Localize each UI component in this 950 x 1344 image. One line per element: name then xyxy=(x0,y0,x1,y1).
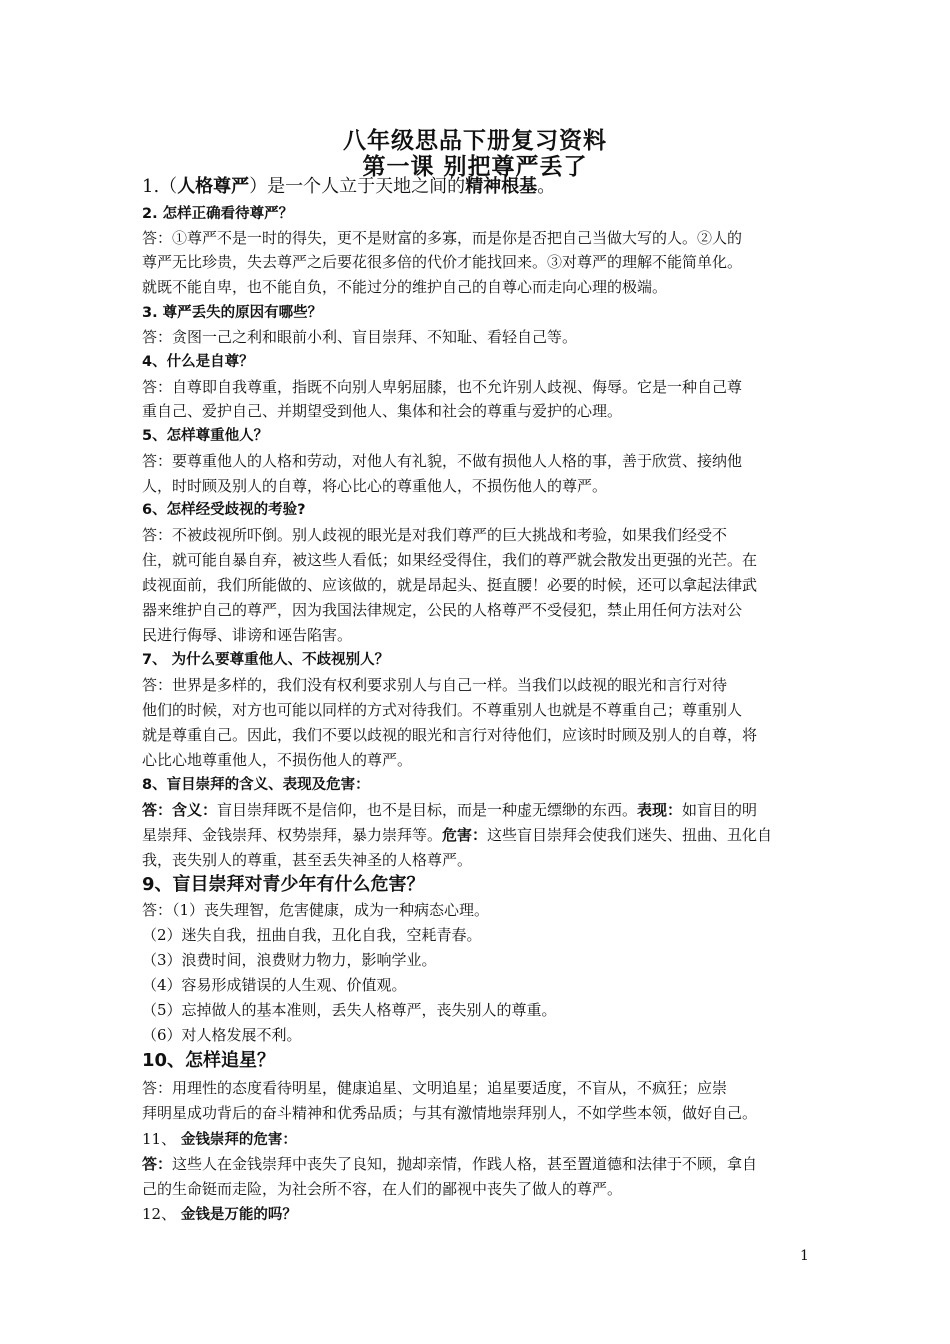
document-title: 八年级思品下册复习资料 xyxy=(343,127,607,154)
answer-9-line: （3）浪费时间，浪费财力物力，影响学业。 xyxy=(142,951,437,969)
answer-10-line: 答：用理性的态度看待明星，健康追星、文明追星；追星要适度，不盲从，不疯狂；应崇 xyxy=(142,1079,728,1097)
answer-5-line: 人，时时顾及别人的自尊，将心比心的尊重他人，不损伤他人的尊严。 xyxy=(142,477,608,495)
question-8: 8、盲目崇拜的含义、表现及危害： xyxy=(142,777,370,793)
question-12: 12、 金钱是万能的吗？ xyxy=(142,1205,297,1223)
answer-8-manifest-label: 表现： xyxy=(637,801,683,819)
answer-9-line: （5）忘掉做人的基本准则，丢失人格尊严，丧失别人的尊重。 xyxy=(142,1001,557,1019)
answer-6-line: 民进行侮辱、诽谤和诬告陷害。 xyxy=(142,626,353,644)
answer-8-harm-label: 危害： xyxy=(442,826,488,844)
question-10: 10、怎样追星？ xyxy=(142,1050,276,1071)
item-1: 1.（人格尊严）是一个人立于天地之间的精神根基。 xyxy=(142,176,556,197)
question-9: 9、盲目崇拜对青少年有什么危害？ xyxy=(142,874,425,895)
question-4: 4、什么是自尊？ xyxy=(142,354,254,370)
answer-6-line: 答：不被歧视所吓倒。别人歧视的眼光是对我们尊严的巨大挑战和考验，如果我们经受不 xyxy=(142,526,728,544)
answer-9-line: 答：（1）丧失理智，危害健康，成为一种病态心理。 xyxy=(142,901,490,919)
answer-8-line: 星崇拜、金钱崇拜、权势崇拜，暴力崇拜等。危害：这些盲目崇拜会使我们迷失、扭曲、丑化自 xyxy=(142,826,773,844)
term-dignity: 人格尊严 xyxy=(177,176,250,197)
question-7: 7、 为什么要尊重他人、不歧视别人？ xyxy=(142,652,390,668)
answer-9-line: （2）迷失自我，扭曲自我，丑化自我，空耗青春。 xyxy=(142,926,482,944)
answer-2-line: 就既不能自卑，也不能自负，不能过分的维护自己的自尊心而走向心理的极端。 xyxy=(142,278,668,296)
page-number: 1 xyxy=(800,1248,809,1264)
answer-8-meaning-label: 答：含义： xyxy=(142,801,218,819)
answer-4-line: 答：自尊即自我尊重，指既不向别人卑躬屈膝，也不允许别人歧视、侮辱。它是一种自己尊 xyxy=(142,378,743,396)
answer-8-line: 我，丧失别人的尊重，甚至丢失神圣的人格尊严。 xyxy=(142,851,473,869)
question-11: 11、 金钱崇拜的危害： xyxy=(142,1130,297,1148)
answer-7-line: 就是尊重自己。因此，我们不要以歧视的眼光和言行对待他们，应该时时顾及别人的自尊，将 xyxy=(142,726,758,744)
answer-6-line: 器来维护自己的尊严，因为我国法律规定，公民的人格尊严不受侵犯，禁止用任何方法对公 xyxy=(142,601,743,619)
answer-11-line: 己的生命铤而走险，为社会所不容，在人们的鄙视中丧失了做人的尊严。 xyxy=(142,1180,623,1198)
answer-11-line: 答：这些人在金钱崇拜中丧失了良知，抛却亲情，作践人格，甚至置道德和法律于不顾，拿自 xyxy=(142,1155,758,1173)
question-3: 3. 尊严丢失的原因有哪些？ xyxy=(142,305,323,321)
answer-4-line: 重自己、爱护自己、并期望受到他人、集体和社会的尊重与爱护的心理。 xyxy=(142,402,623,420)
answer-3-line: 答：贪图一己之利和眼前小利、盲目崇拜、不知耻、看轻自己等。 xyxy=(142,328,578,346)
lesson-title: 第一课 别把尊严丢了 xyxy=(362,153,588,180)
answer-6-line: 住，就可能自暴自弃，被这些人看低；如果经受得住，我们的尊严就会散发出更强的光芒。在 xyxy=(142,551,758,569)
answer-2-line: 答：①尊严不是一时的得失，更不是财富的多寡，而是你是否把自己当做大写的人。②人的 xyxy=(142,229,743,247)
answer-11-label: 答： xyxy=(142,1155,173,1173)
answer-5-line: 答：要尊重他人的人格和劳动，对他人有礼貌，不做有损他人人格的事，善于欣赏、接纳他 xyxy=(142,452,743,470)
answer-7-line: 答：世界是多样的，我们没有权利要求别人与自己一样。当我们以歧视的眼光和言行对待 xyxy=(142,676,728,694)
answer-9-line: （4）容易形成错误的人生观、价值观。 xyxy=(142,976,407,994)
keyword-spirit: 精神根基 xyxy=(465,176,538,197)
answer-2-line: 尊严无比珍贵，失去尊严之后要花很多倍的代价才能找回来。③对尊严的理解不能简单化。 xyxy=(142,253,743,271)
answer-7-line: 心比心地尊重他人，不损伤他人的尊严。 xyxy=(142,751,413,769)
answer-8-line: 答：含义：盲目崇拜既不是信仰，也不是目标，而是一种虚无缥缈的东西。表现：如盲目的明 xyxy=(142,801,758,819)
question-5: 5、怎样尊重他人？ xyxy=(142,428,269,444)
answer-6-line: 歧视面前，我们所能做的、应该做的，就是昂起头、挺直腰！必要的时候，还可以拿起法律武 xyxy=(142,576,758,594)
answer-7-line: 他们的时候，对方也可能以同样的方式对待我们。不尊重别人也就是不尊重自己；尊重别人 xyxy=(142,701,743,719)
answer-10-line: 拜明星成功背后的奋斗精神和优秀品质；与其有激情地崇拜别人，不如学些本领，做好自己。 xyxy=(142,1104,758,1122)
question-2: 2. 怎样正确看待尊严？ xyxy=(142,206,294,222)
answer-9-line: （6）对人格发展不利。 xyxy=(142,1026,302,1044)
question-6: 6、怎样经受歧视的考验? xyxy=(142,502,306,518)
